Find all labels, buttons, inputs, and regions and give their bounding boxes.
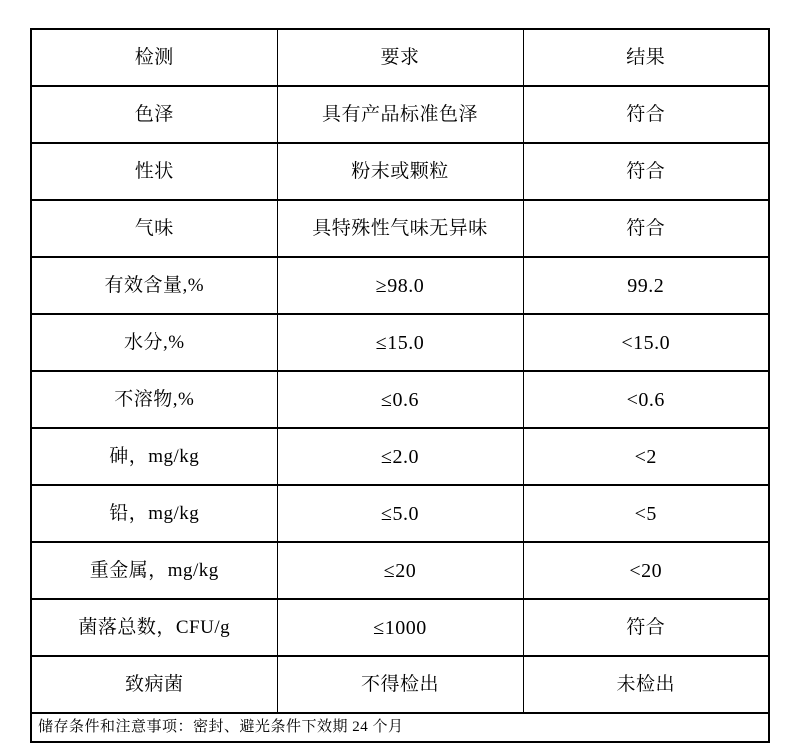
- test-name-cell: 不溶物,%: [31, 371, 277, 428]
- result-cell: 99.2: [523, 257, 769, 314]
- table-row: [31, 257, 769, 314]
- header-requirement: 要求: [277, 29, 523, 86]
- header-row: [31, 29, 769, 86]
- table-row: [31, 371, 769, 428]
- result-cell: 符合: [523, 599, 769, 656]
- table-row: [31, 485, 769, 542]
- table-row: [31, 200, 769, 257]
- table-row: [31, 428, 769, 485]
- test-name-cell: 色泽: [31, 86, 277, 143]
- requirement-cell: 不得检出: [277, 656, 523, 713]
- table-row: [31, 143, 769, 200]
- result-cell: 符合: [523, 143, 769, 200]
- requirement-cell: ≤5.0: [277, 485, 523, 542]
- test-name-cell: 气味: [31, 200, 277, 257]
- test-name-cell: 有效含量,%: [31, 257, 277, 314]
- inspection-table: [30, 28, 770, 743]
- test-name-cell: 铅，mg/kg: [31, 485, 277, 542]
- requirement-cell: ≤2.0: [277, 428, 523, 485]
- result-cell: <2: [523, 428, 769, 485]
- test-name-cell: 致病菌: [31, 656, 277, 713]
- result-cell: 未检出: [523, 656, 769, 713]
- requirement-cell: ≤1000: [277, 599, 523, 656]
- table-row: [31, 656, 769, 713]
- requirement-cell: 粉末或颗粒: [277, 143, 523, 200]
- requirement-cell: 具特殊性气味无异味: [277, 200, 523, 257]
- table-row: [31, 314, 769, 371]
- test-name-cell: 砷，mg/kg: [31, 428, 277, 485]
- table-row: [31, 542, 769, 599]
- table-row: [31, 599, 769, 656]
- header-result: 结果: [523, 29, 769, 86]
- requirement-cell: ≤20: [277, 542, 523, 599]
- requirement-cell: ≤0.6: [277, 371, 523, 428]
- storage-note: 储存条件和注意事项：密封、避光条件下效期 24 个月: [31, 713, 769, 742]
- test-name-cell: 水分,%: [31, 314, 277, 371]
- result-cell: 符合: [523, 86, 769, 143]
- table-row: [31, 86, 769, 143]
- result-cell: <20: [523, 542, 769, 599]
- header-test: 检测: [31, 29, 277, 86]
- test-name-cell: 性状: [31, 143, 277, 200]
- test-name-cell: 重金属，mg/kg: [31, 542, 277, 599]
- test-name-cell: 菌落总数，CFU/g: [31, 599, 277, 656]
- footer-note-row: [31, 713, 769, 742]
- result-cell: 符合: [523, 200, 769, 257]
- result-cell: <5: [523, 485, 769, 542]
- result-cell: <0.6: [523, 371, 769, 428]
- result-cell: <15.0: [523, 314, 769, 371]
- requirement-cell: ≥98.0: [277, 257, 523, 314]
- requirement-cell: ≤15.0: [277, 314, 523, 371]
- requirement-cell: 具有产品标准色泽: [277, 86, 523, 143]
